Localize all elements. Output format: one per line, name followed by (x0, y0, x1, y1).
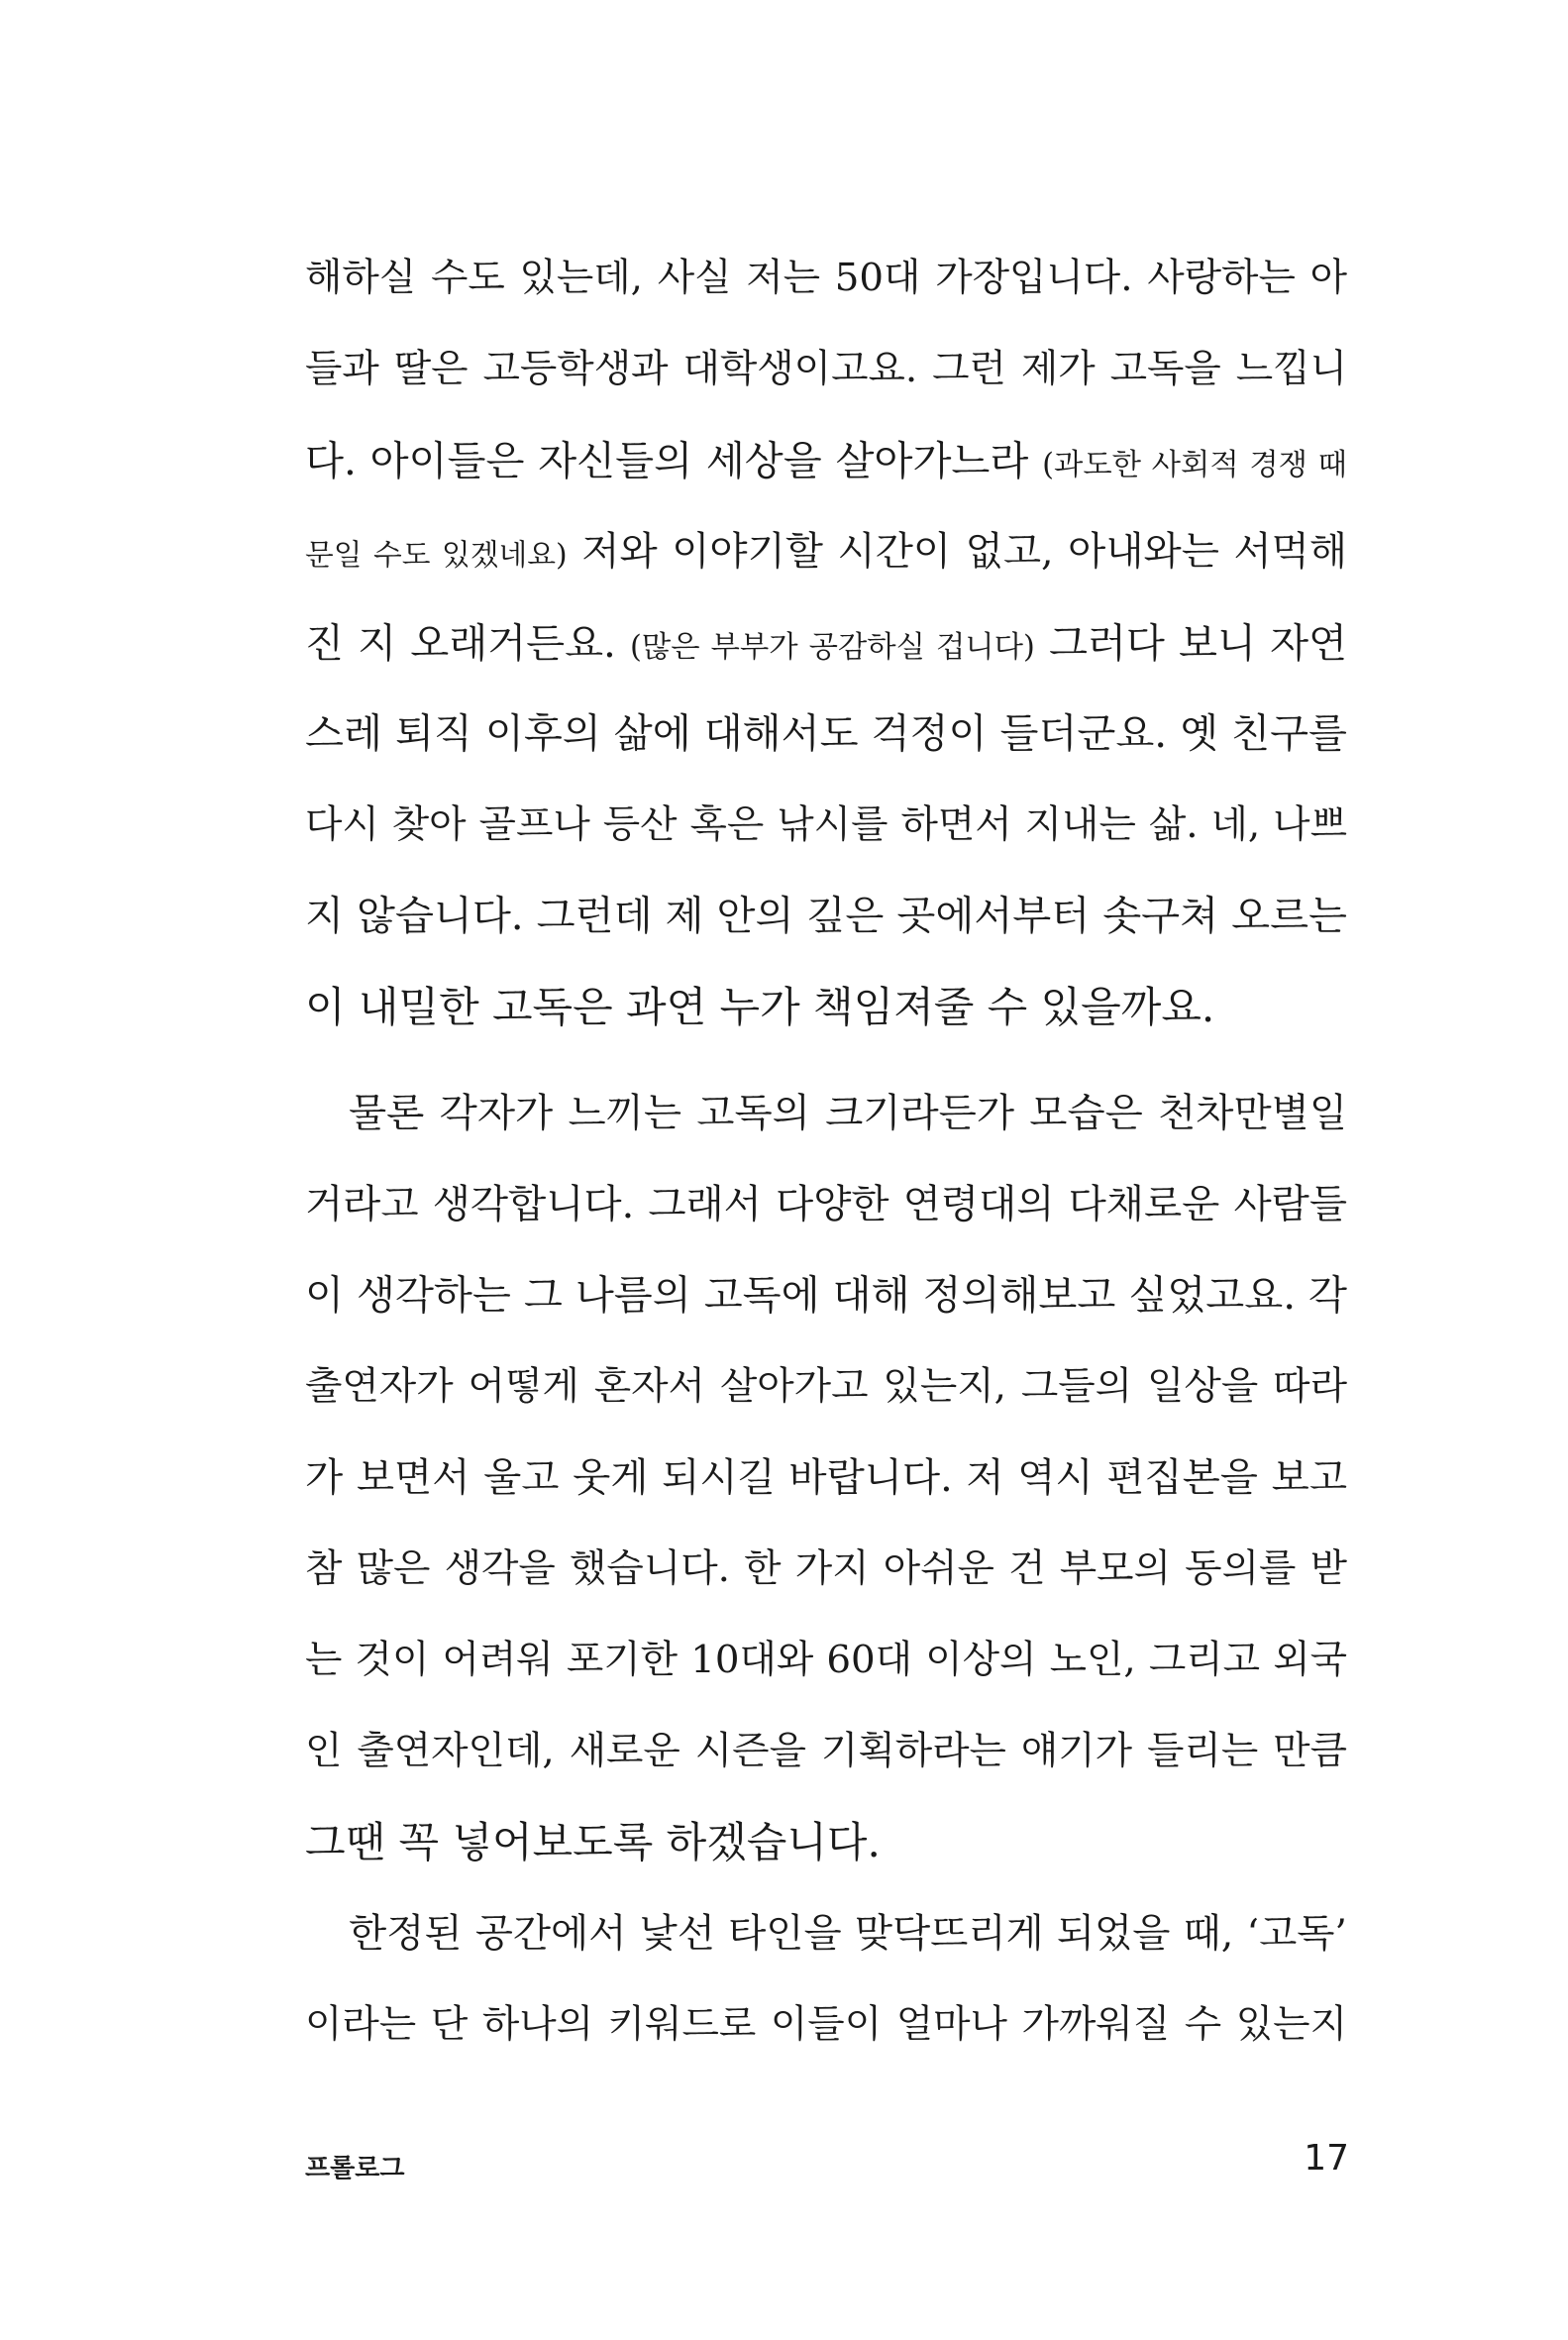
parenthetical-note: (과도한 사회적 경쟁 때 (1042, 448, 1347, 482)
text-segment: 진 지 오래거든요. (305, 620, 631, 667)
paragraph-3 (305, 1888, 1347, 2071)
text-line: 이 생각하는 그 나름의 고독에 대해 정의해보고 싶었고요. 각 (305, 1272, 1347, 1319)
text-line: 는 것이 어려워 포기한 10대와 60대 이상의 노인, 그리고 외국 (305, 1638, 1347, 1682)
paragraph-2 (305, 1068, 1347, 1888)
text-line (305, 506, 1347, 597)
text-line: 인 출연자인데, 새로운 시즌을 기획하라는 얘기가 들리는 만큼 (305, 1729, 1347, 1773)
text-line: 그땐 꼭 넣어보도록 하겠습니다. (305, 1818, 881, 1866)
text-line: 이라는 단 하나의 키워드로 이들이 얼마나 가까워질 수 있는지 (305, 2002, 1347, 2047)
text-segment: 그러다 보니 자연 (1034, 620, 1348, 667)
text-line: 출연자가 어떻게 혼자서 살아가고 있는지, 그들의 일상을 따라 (305, 1364, 1347, 1409)
parenthetical-note: (많은 부부가 공감하실 겁니다) (630, 630, 1035, 665)
running-footer-section-title: 프롤로그 (305, 2154, 405, 2183)
text-line (305, 415, 1347, 506)
text-line: 해하실 수도 있는데, 사실 저는 50대 가장입니다. 사랑하는 아 (305, 256, 1347, 300)
text-line: 다시 찾아 골프나 등산 혹은 낚시를 하면서 지내는 삶. 네, 나쁘 (305, 802, 1347, 847)
text-line: 거라고 생각합니다. 그래서 다양한 연령대의 다채로운 사람들 (305, 1182, 1347, 1227)
text-line: 가 보면서 울고 웃게 되시길 바랍니다. 저 역시 편집본을 보고 (305, 1455, 1347, 1501)
text-line: 참 많은 생각을 했습니다. 한 가지 아쉬운 건 부모의 동의를 받 (305, 1546, 1347, 1591)
text-line: 스레 퇴직 이후의 삶에 대해서도 걱정이 들더군요. 옛 친구를 (305, 710, 1347, 757)
text-line: 이 내밀한 고독은 과연 누가 책임져줄 수 있을까요. (305, 983, 1215, 1031)
text-line: 들과 딸은 고등학생과 대학생이고요. 그런 제가 고독을 느낍니 (305, 347, 1347, 391)
text-line: 물론 각자가 느끼는 고독의 크기라든가 모습은 천차만별일 (349, 1091, 1347, 1136)
page-number: 17 (1304, 2138, 1349, 2179)
text-segment: 다. 아이들은 자신들의 세상을 살아가느라 (305, 438, 1043, 484)
text-line: 지 않습니다. 그런데 제 안의 깊은 곳에서부터 솟구쳐 오르는 (305, 893, 1347, 939)
text-segment: 저와 이야기할 시간이 없고, 아내와는 서먹해 (567, 529, 1347, 575)
text-line (305, 597, 1347, 689)
parenthetical-note: 문일 수도 있겠네요) (305, 538, 568, 573)
paragraph-1 (305, 233, 1347, 1053)
text-line: 한정된 공간에서 낯선 타인을 맞닥뜨리게 되었을 때, ‘고독’ (349, 1911, 1347, 1957)
